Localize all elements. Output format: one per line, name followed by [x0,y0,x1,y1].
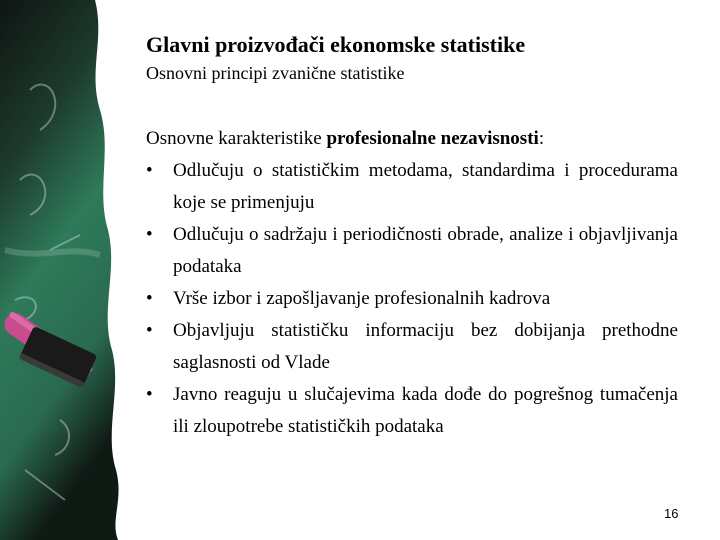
intro-prefix: Osnovne karakteristike [146,128,327,149]
chalkboard-surface [0,0,119,540]
page-number: 16 [664,506,679,521]
list-item [146,315,678,379]
list-item-text: Javno reaguju u slučajevima kada dođe do pogrešnog tumačenja ili zloupotrebe statističkih podataka [173,384,678,437]
slide-subtitle: Osnovni principi zvanične statistike [146,63,405,83]
list-item-text: Odlučuju o sadržaju i periodičnosti obrade, analize i objavljivanja podataka [173,224,678,277]
list-item [146,155,678,219]
bullet-list [146,155,678,443]
chalkboard-decoration [0,0,170,540]
intro-suffix: : [538,128,545,149]
slide-body [146,123,678,443]
bullet-icon: • [146,384,153,405]
list-item [146,283,678,315]
chalk-streak [5,250,100,255]
intro-bold: profesionalne nezavisnosti [326,128,539,149]
intro-line [146,123,678,155]
list-item [146,379,678,443]
list-item-text: Odlučuju o statističkim metodama, standardima i procedurama koje se primenjuju [173,160,678,213]
bullet-icon: • [146,160,153,181]
list-item [146,219,678,283]
bullet-icon: • [146,224,153,245]
list-item-text: Vrše izbor i zapošljavanje profesionalnih kadrova [173,288,551,309]
bullet-icon: • [146,288,153,309]
list-item-text: Objavljuju statističku informaciju bez dobijanja prethodne saglasnosti od Vlade [173,320,678,373]
bullet-icon: • [146,320,153,341]
slide-title: Glavni proizvođači ekonomske statistike [146,32,526,57]
